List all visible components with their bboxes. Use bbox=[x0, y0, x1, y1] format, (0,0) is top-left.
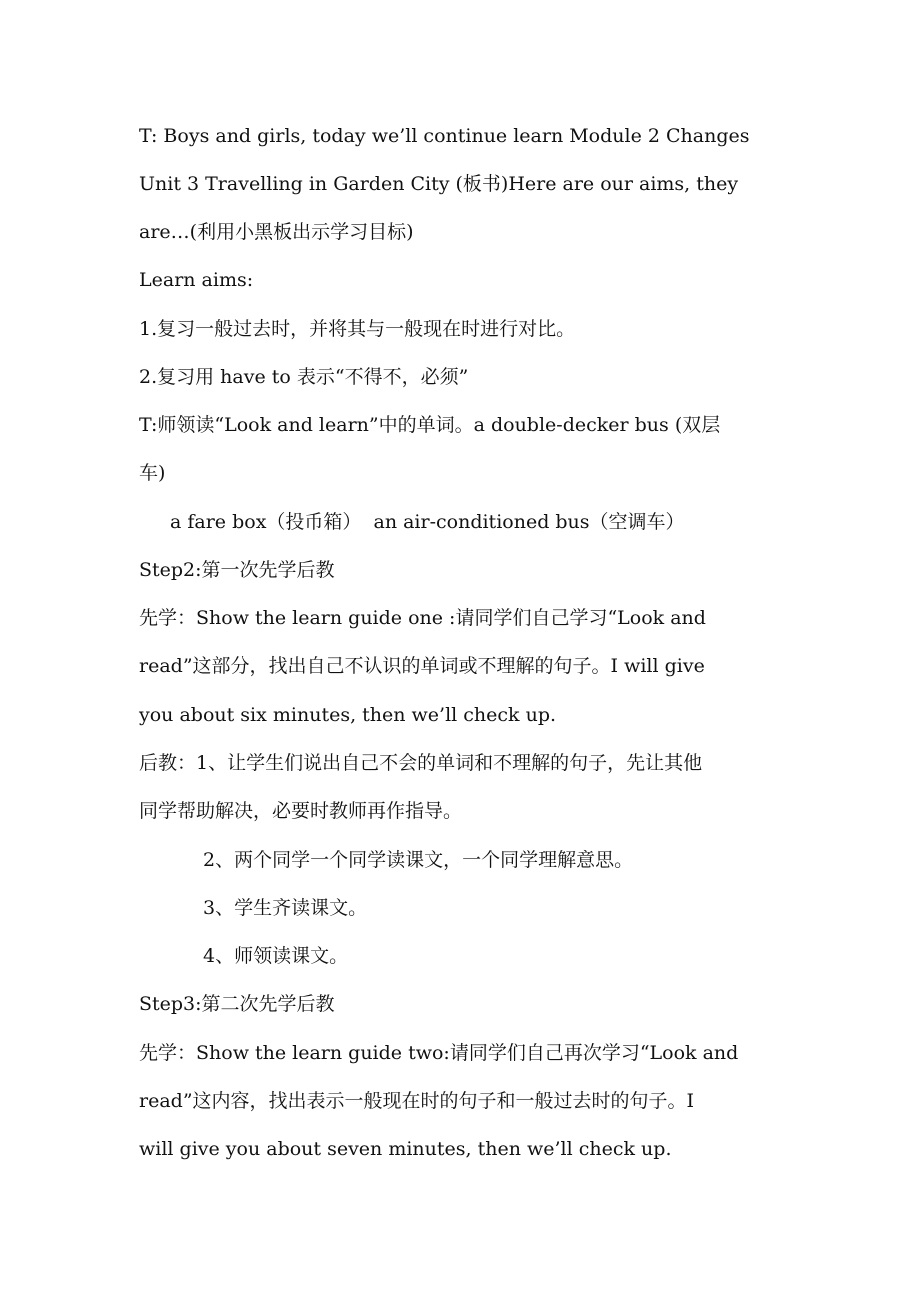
text-line: 车) bbox=[139, 462, 166, 484]
text-line: T:师领读“Look and learn”中的单词。a double-decker bus (双层 bbox=[139, 414, 721, 436]
text-line: are…(利用小黑板出示学习目标) bbox=[139, 221, 414, 243]
text-line: Unit 3 Travelling in Garden City (板书)Here are our aims, they bbox=[139, 173, 739, 195]
vocabulary-line: a fare box（投币箱） an air-conditioned bus（空调车） bbox=[170, 511, 685, 533]
list-item: 2、两个同学一个同学读课文，一个同学理解意思。 bbox=[203, 849, 634, 871]
text-line: 先学：Show the learn guide two:请同学们自己再次学习“Look and bbox=[139, 1042, 739, 1064]
text-line: 同学帮助解决，必要时教师再作指导。 bbox=[139, 800, 463, 822]
section-heading: Learn aims: bbox=[139, 269, 254, 291]
text-line: read”这部分，找出自己不认识的单词或不理解的句子。I will give bbox=[139, 655, 705, 677]
text-line: will give you about seven minutes, then we’ll check up. bbox=[139, 1138, 672, 1160]
text-line: 后教：1、让学生们说出自己不会的单词和不理解的句子，先让其他 bbox=[139, 752, 703, 774]
text-line: read”这内容，找出表示一般现在时的句子和一般过去时的句子。I bbox=[139, 1090, 695, 1112]
text-line: T: Boys and girls, today we’ll continue learn Module 2 Changes bbox=[139, 125, 750, 147]
list-item: 4、师领读课文。 bbox=[203, 945, 349, 967]
text-line: you about six minutes, then we’ll check up. bbox=[139, 704, 557, 726]
list-item: 3、学生齐读课文。 bbox=[203, 897, 368, 919]
step-heading: Step2:第一次先学后教 bbox=[139, 559, 335, 581]
list-item: 2.复习用 have to 表示“不得不，必须” bbox=[139, 366, 469, 388]
list-item: 1.复习一般过去时，并将其与一般现在时进行对比。 bbox=[139, 318, 576, 340]
text-line: 先学：Show the learn guide one :请同学们自己学习“Look and bbox=[139, 607, 706, 629]
step-heading: Step3:第二次先学后教 bbox=[139, 993, 335, 1015]
